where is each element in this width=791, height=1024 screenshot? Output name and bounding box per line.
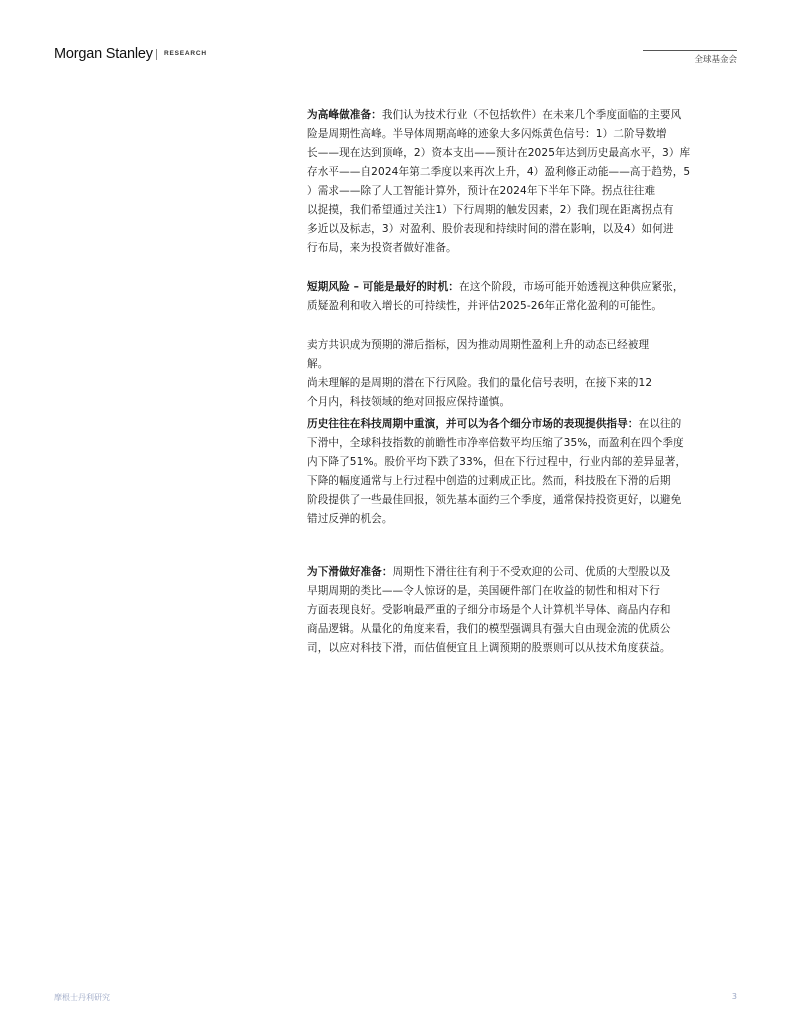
text-line: 个月内，科技领域的绝对回报应保持谨慎。 — [307, 396, 511, 408]
brand-sub-label: RESEARCH — [164, 50, 207, 57]
paragraph-peak-preparation — [307, 106, 719, 258]
text-line: 错过反弹的机会。 — [307, 513, 393, 525]
text-line: 行布局，来为投资者做好准备。 — [307, 242, 457, 254]
text-line: 司，以应对科技下滑，而估值便宜且上调预期的股票则可以从技术角度获益。 — [307, 642, 671, 654]
text-line: 下降的幅度通常与上行过程中创造的过剩成正比。然而，科技股在下滑的后期 — [307, 475, 671, 487]
text-line: 下滑中，全球科技指数的前瞻性市净率倍数平均压缩了35%，而盈利在四个季度 — [307, 437, 684, 449]
section-label: 全球基金会 — [694, 55, 737, 65]
header-rule — [643, 50, 737, 51]
text-line: 长——现在达到顶峰，2）资本支出——预计在2025年达到历史最高水平，3）库 — [307, 147, 691, 159]
text-line: 存水平——自2024年第二季度以来再次上升，4）盈利修正动能——高于趋势，5 — [307, 166, 691, 178]
text-line: 早期周期的类比——令人惊讶的是，美国硬件部门在收益的韧性和相对下行 — [307, 585, 660, 597]
footer-source: 摩根士丹利研究 — [54, 993, 110, 1002]
text-line: 方面表现良好。受影响最严重的子细分市场是个人计算机半导体、商品内存和 — [307, 604, 671, 616]
text-line: 商品逻辑。从量化的角度来看，我们的模型强调具有强大自由现金流的优质公 — [307, 623, 671, 635]
text-line: 我们认为技术行业（不包括软件）在未来几个季度面临的主要风 — [381, 109, 682, 121]
text-line: 在以往的 — [638, 418, 682, 430]
paragraph-lead: 短期风险 – 可能是最好的时机： — [307, 281, 459, 293]
brand-divider — [156, 49, 157, 60]
text-line: 以捉摸，我们希望通过关注1）下行周期的触发因素，2）我们现在距离拐点有 — [307, 204, 674, 216]
text-line: 尚未理解的是周期的潜在下行风险。我们的量化信号表明，在接下来的12 — [307, 377, 653, 389]
page-number: 3 — [731, 992, 737, 1001]
page-header — [54, 46, 737, 66]
text-line: 周期性下滑往往有利于不受欢迎的公司、优质的大型股以及 — [392, 566, 671, 578]
paragraph-history — [307, 415, 719, 529]
paragraph-lead: 历史往往在科技周期中重演，并可以为各个细分市场的表现提供指导： — [307, 418, 639, 430]
paragraph-downturn-preparation — [307, 563, 719, 658]
text-line: 多近以及标志，3）对盈利、股价表现和持续时间的潜在影响，以及4）如何进 — [307, 223, 674, 235]
brand-logo: Morgan Stanley — [54, 46, 153, 62]
paragraph-short-term-risk — [307, 278, 719, 316]
text-line: 卖方共识成为预期的滞后指标，因为推动周期性盈利上升的动态已经被理 — [307, 339, 650, 351]
paragraph-lead: 为高峰做准备： — [307, 109, 382, 121]
paragraph-consensus — [307, 336, 719, 412]
report-body — [307, 106, 719, 658]
text-line: 质疑盈利和收入增长的可持续性，并评估2025-26年正常化盈利的可能性。 — [307, 300, 663, 312]
paragraph-lead: 为下滑做好准备： — [307, 566, 393, 578]
text-line: 阶段提供了一些最佳回报，领先基本面约三个季度，通常保持投资更好，以避免 — [307, 494, 682, 506]
text-line: 解。 — [307, 358, 329, 370]
text-line: ）需求——除了人工智能计算外，预计在2024年下半年下降。拐点往往难 — [307, 185, 656, 197]
text-line: 内下降了51%。股价平均下跌了33%，但在下行过程中，行业内部的差异显著， — [307, 456, 687, 468]
text-line: 在这个阶段，市场可能开始透视这种供应紧张， — [459, 281, 684, 293]
text-line: 险是周期性高峰。半导体周期高峰的迹象大多闪烁黄色信号：1）二阶导数增 — [307, 128, 667, 140]
